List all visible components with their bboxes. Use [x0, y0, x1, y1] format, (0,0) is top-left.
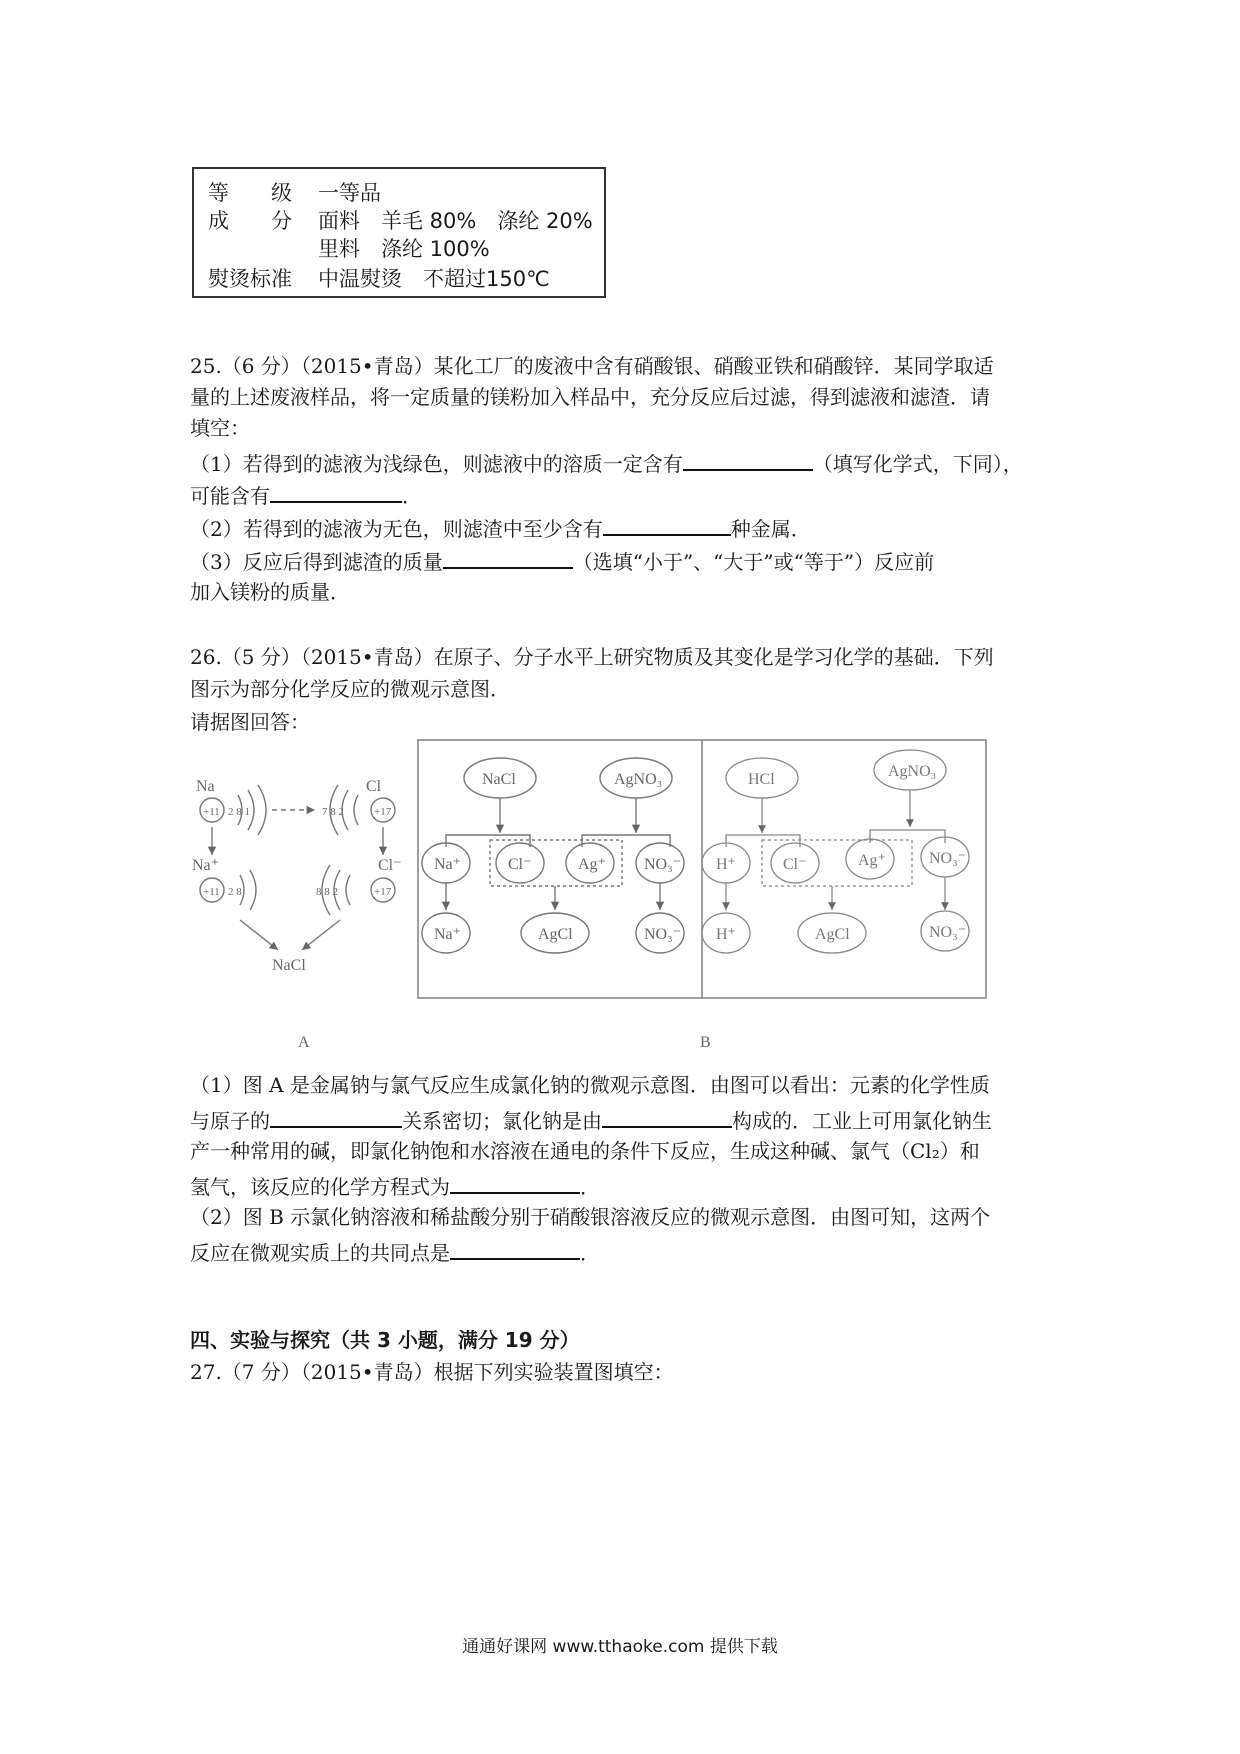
q26-sub1-line-2: 与原子的 关系密切；氯化钠是由 构成的．工业上可用氯化钠生	[190, 1109, 992, 1133]
svg-text:Ag⁺: Ag⁺	[858, 852, 886, 869]
q25-sub3-line-1: （3）反应后得到滤渣的质量 （选填“小于”、“大于”或“等于”）反应前	[190, 550, 935, 574]
q25-sub1-line-1: （1）若得到的滤液为浅绿色，则滤液中的溶质一定含有 （填写化学式，下同），	[190, 452, 1023, 476]
svg-text:7 8 2: 7 8 2	[322, 806, 344, 818]
na-ion-shells	[240, 870, 256, 910]
q25-line-3: 填空：	[190, 416, 250, 440]
cl-atom-label: Cl	[366, 778, 382, 795]
svg-text:NO₃⁻: NO₃⁻	[929, 924, 967, 941]
micro-reaction-figure	[190, 735, 990, 1055]
q26-sub1-line-1: （1）图 A 是金属钠与氯气反应生成氯化钠的微观示意图．由图可以看出：元素的化学性质	[190, 1073, 990, 1097]
q26-sub1-line-4: 氢气，该反应的化学方程式为 ．	[190, 1175, 600, 1199]
na-atom-label: Na	[196, 778, 215, 795]
q26-line-1: 26.（5 分）（2015•青岛）在原子、分子水平上研究物质及其变化是学习化学的基础．下列	[190, 645, 994, 669]
svg-text:H⁺: H⁺	[716, 926, 736, 943]
figure-a	[192, 778, 402, 1051]
na-electron-shells	[238, 785, 266, 835]
q25-line-2: 量的上述废液样品，将一定质量的镁粉加入样品中，充分反应后过滤，得到滤液和滤渣．请	[190, 385, 990, 409]
q26-sub1-line-3: 产一种常用的碱，即氯化钠饱和水溶液在通电的条件下反应，生成这种碱、氯气（Cl₂）和	[190, 1139, 980, 1163]
q25-sub2: （2）若得到的滤液为无色，则滤渣中至少含有 种金属．	[190, 517, 811, 541]
q26-line-2: 图示为部分化学反应的微观示意图．	[190, 677, 510, 701]
svg-text:2 8 1: 2 8 1	[228, 806, 250, 818]
q25-sub3-line-2: 加入镁粉的质量．	[190, 580, 350, 604]
label-row-grade: 等 级 一等品	[208, 181, 381, 205]
figure-b-caption: B	[700, 1034, 711, 1051]
svg-text:H⁺: H⁺	[716, 856, 736, 873]
answer-blank[interactable]	[443, 549, 573, 569]
section-4-title: 四、实验与探究（共 3 小题，满分 19 分）	[190, 1328, 580, 1352]
svg-text:Ag⁺: Ag⁺	[578, 856, 606, 873]
answer-blank[interactable]	[603, 516, 731, 536]
svg-text:AgCl: AgCl	[538, 926, 573, 943]
page-footer: 通通好课网 www.tthaoke.com 提供下载	[462, 1637, 778, 1657]
q25-sub1-line-2: 可能含有 ．	[190, 484, 422, 508]
svg-text:+11: +11	[203, 886, 220, 898]
svg-text:NO₃⁻: NO₃⁻	[644, 856, 682, 873]
q26-line-3: 请据图回答：	[190, 710, 310, 734]
label-row-lining: 里料 涤纶 100%	[318, 237, 490, 261]
figure-b-right	[702, 750, 969, 953]
q27-line: 27.（7 分）（2015•青岛）根据下列实验装置图填空：	[190, 1360, 674, 1384]
svg-text:Cl⁻: Cl⁻	[508, 856, 532, 873]
q26-sub2-line-1: （2）图 B 示氯化钠溶液和稀盐酸分别于硝酸银溶液反应的微观示意图．由图可知，这两个	[190, 1205, 991, 1229]
figure-b-left	[422, 758, 684, 953]
figure-a-caption: A	[298, 1034, 310, 1051]
svg-text:2 8: 2 8	[228, 886, 242, 898]
cl-ion-label: Cl⁻	[378, 857, 402, 874]
q26-sub2-line-2: 反应在微观实质上的共同点是 ．	[190, 1241, 600, 1265]
svg-text:NaCl: NaCl	[482, 771, 516, 788]
svg-text:8 8 2: 8 8 2	[316, 886, 338, 898]
nacl-product-label: NaCl	[272, 957, 306, 974]
svg-text:+11: +11	[203, 806, 220, 818]
svg-text:NO₃⁻: NO₃⁻	[644, 926, 682, 943]
na-ion-label: Na⁺	[192, 857, 220, 874]
svg-text:+17: +17	[374, 886, 392, 898]
clothing-label-table	[192, 167, 606, 298]
answer-blank[interactable]	[602, 1108, 732, 1128]
svg-text:Na⁺: Na⁺	[434, 926, 462, 943]
q25-line-1: 25.（6 分）（2015•青岛）某化工厂的废液中含有硝酸银、硝酸亚铁和硝酸锌．某同学取适	[190, 354, 994, 378]
answer-blank[interactable]	[270, 1108, 402, 1128]
answer-blank[interactable]	[450, 1174, 580, 1194]
answer-blank[interactable]	[270, 483, 402, 503]
svg-text:AgCl: AgCl	[815, 926, 850, 943]
answer-blank[interactable]	[450, 1240, 580, 1260]
svg-text:Na⁺: Na⁺	[434, 856, 462, 873]
svg-text:AgNO₃: AgNO₃	[614, 771, 663, 788]
label-row-composition: 成 分 面料 羊毛 80% 涤纶 20%	[208, 209, 593, 233]
answer-blank[interactable]	[683, 451, 813, 471]
svg-text:+17: +17	[374, 806, 392, 818]
svg-text:Cl⁻: Cl⁻	[783, 856, 807, 873]
label-row-ironing: 熨烫标准 中温熨烫 不超过150℃	[208, 267, 550, 291]
svg-text:NO₃⁻: NO₃⁻	[929, 850, 967, 867]
svg-text:AgNO₃: AgNO₃	[888, 763, 937, 780]
svg-text:HCl: HCl	[748, 771, 775, 788]
